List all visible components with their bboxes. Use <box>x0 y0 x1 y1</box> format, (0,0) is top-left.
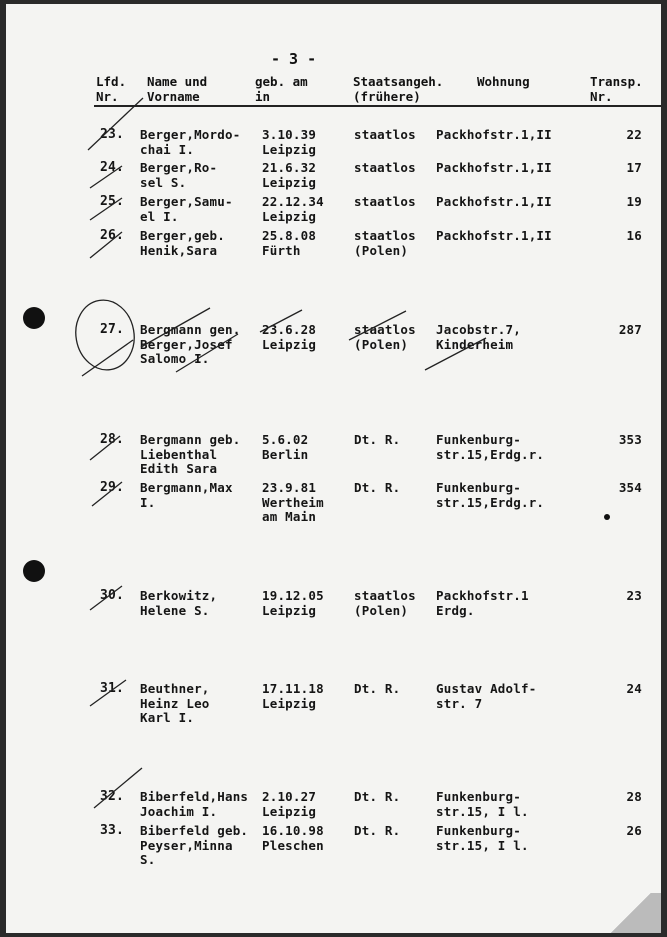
row-5-staat: staatlos (Polen) <box>354 322 416 352</box>
row-10-nr: 32. <box>100 789 125 804</box>
row-1-staat: staatlos <box>354 127 416 142</box>
row-7-wohnung: Funkenburg- str.15,Erdg.r. <box>436 480 545 510</box>
row-8-transp: 23 <box>626 588 642 603</box>
row-9-transp: 24 <box>626 681 642 696</box>
row-8-nr: 30. <box>100 588 125 603</box>
row-4-staat: staatlos (Polen) <box>354 228 416 258</box>
row-9-staat: Dt. R. <box>354 681 401 696</box>
row-1-nr: 23. <box>100 127 125 142</box>
row-6-staat: Dt. R. <box>354 432 401 447</box>
row-10-transp: 28 <box>626 789 642 804</box>
page-corner-fold <box>601 893 661 933</box>
row-4-geb: 25.8.08 Fürth <box>262 228 317 258</box>
row-1-wohnung: Packhofstr.1,II <box>436 127 552 142</box>
row-9-geb: 17.11.18 Leipzig <box>262 681 324 711</box>
row-2-name: Berger,Ro- sel S. <box>140 160 218 190</box>
row-8-staat: staatlos (Polen) <box>354 588 416 618</box>
row-11-geb: 16.10.98 Pleschen <box>262 823 324 853</box>
circle-mark <box>70 295 139 374</box>
row-6-nr: 28. <box>100 432 125 447</box>
row-3-staat: staatlos <box>354 194 416 209</box>
row-5-nr: 27. <box>100 322 125 337</box>
row-6-transp: 353 <box>618 432 642 447</box>
row-4-nr: 26. <box>100 228 125 243</box>
row-7-geb: 23.9.81 Wertheim am Main <box>262 480 324 524</box>
header-geb: geb. am in <box>255 74 308 104</box>
row-11-name: Biberfeld geb. Peyser,Minna S. <box>140 823 249 867</box>
row-9-name: Beuthner, Heinz Leo Karl I. <box>140 681 210 725</box>
row-11-wohnung: Funkenburg- str.15, I l. <box>436 823 529 853</box>
header-lfd-nr: Lfd. Nr. <box>96 74 127 104</box>
row-8-name: Berkowitz, Helene S. <box>140 588 218 618</box>
row-7-name: Bergmann,Max I. <box>140 480 233 510</box>
row-6-geb: 5.6.02 Berlin <box>262 432 309 462</box>
row-2-staat: staatlos <box>354 160 416 175</box>
row-10-wohnung: Funkenburg- str.15, I l. <box>436 789 529 819</box>
row-2-wohnung: Packhofstr.1,II <box>436 160 552 175</box>
row-10-geb: 2.10.27 Leipzig <box>262 789 317 819</box>
row-10-staat: Dt. R. <box>354 789 401 804</box>
header-name: Name und Vorname <box>147 74 208 104</box>
row-3-wohnung: Packhofstr.1,II <box>436 194 552 209</box>
row-5-transp: 287 <box>618 322 642 337</box>
row-3-geb: 22.12.34 Leipzig <box>262 194 324 224</box>
row-7-nr: 29. <box>100 480 125 495</box>
row-8-geb: 19.12.05 Leipzig <box>262 588 324 618</box>
row-3-transp: 19 <box>626 194 642 209</box>
row-2-nr: 24. <box>100 160 125 175</box>
row-4-wohnung: Packhofstr.1,II <box>436 228 552 243</box>
row-5-geb: 23.6.28 Leipzig <box>262 322 317 352</box>
pen-marks <box>6 4 661 933</box>
row-9-wohnung: Gustav Adolf- str. 7 <box>436 681 537 711</box>
row-8-wohnung: Packhofstr.1 Erdg. <box>436 588 529 618</box>
row-10-name: Biberfeld,Hans Joachim I. <box>140 789 249 819</box>
row-3-nr: 25. <box>100 194 125 209</box>
row-11-nr: 33. <box>100 823 125 838</box>
row-11-transp: 26 <box>626 823 642 838</box>
row-4-name: Berger,geb. Henik,Sara <box>140 228 225 258</box>
header-transp: Transp. Nr. <box>590 74 643 104</box>
header-wohnung: Wohnung <box>477 74 530 89</box>
document-page <box>6 4 661 933</box>
row-5-name: Bergmann gen. Berger,Josef Salomo I. <box>140 322 241 366</box>
header-staat: Staatsangeh. (frühere) <box>353 74 444 104</box>
row-6-wohnung: Funkenburg- str.15,Erdg.r. <box>436 432 545 462</box>
row-7-staat: Dt. R. <box>354 480 401 495</box>
row-9-nr: 31. <box>100 681 125 696</box>
row-1-transp: 22 <box>626 127 642 142</box>
row-1-geb: 3.10.39 Leipzig <box>262 127 317 157</box>
row-7-transp: 354 <box>618 480 642 495</box>
row-4-transp: 16 <box>626 228 642 243</box>
row-1-name: Berger,Mordo- chai I. <box>140 127 241 157</box>
row-2-transp: 17 <box>626 160 642 175</box>
row-11-staat: Dt. R. <box>354 823 401 838</box>
row-5-wohnung: Jacobstr.7, Kinderheim <box>436 322 521 352</box>
page-number: - 3 - <box>271 50 317 68</box>
row-3-name: Berger,Samu- el I. <box>140 194 233 224</box>
row-6-name: Bergmann geb. Liebenthal Edith Sara <box>140 432 241 476</box>
row-2-geb: 21.6.32 Leipzig <box>262 160 317 190</box>
